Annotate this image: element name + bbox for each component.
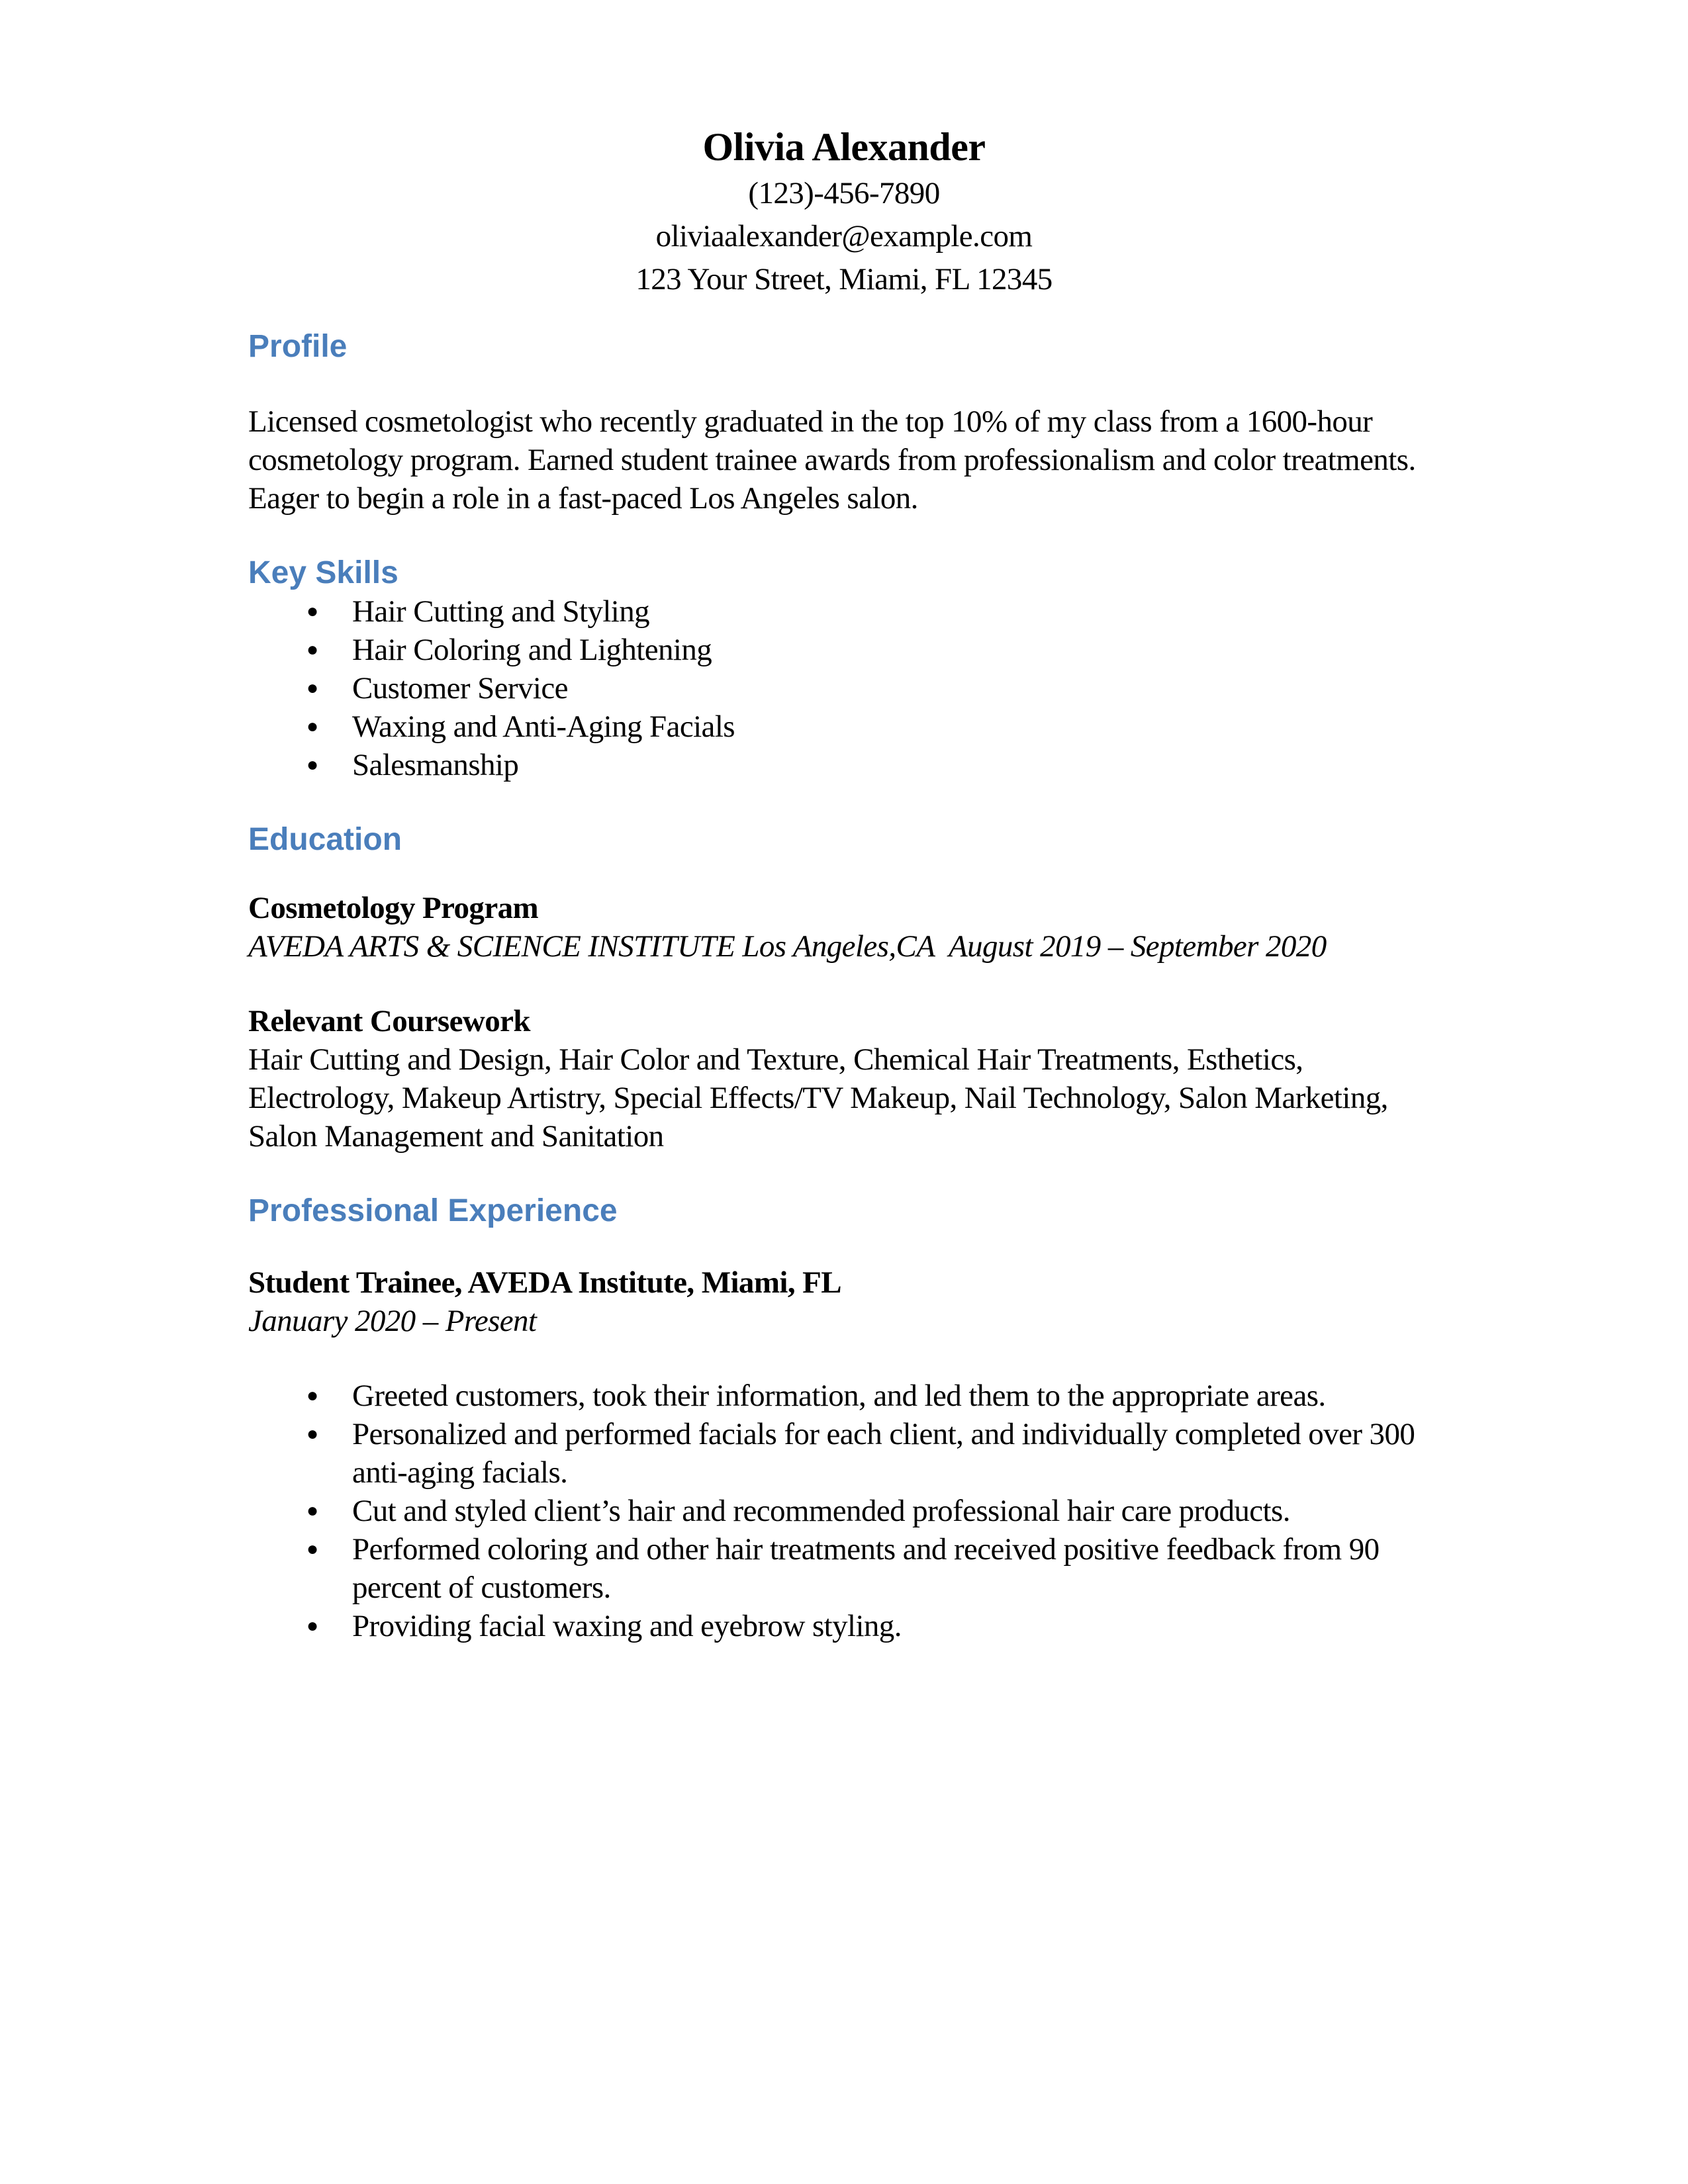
- key-skills-list: [248, 592, 1440, 784]
- skill-item: ● Salesmanship: [248, 746, 1440, 784]
- skill-item: ● Waxing and Anti-Aging Facials: [248, 707, 1440, 746]
- profile-heading: Profile: [248, 329, 348, 364]
- skill-item: ● Customer Service: [248, 669, 1440, 707]
- job-dates: January 2020 – Present: [248, 1304, 537, 1338]
- coursework-entry: [248, 1002, 1440, 1156]
- experience-bullet: ● Cut and styled client’s hair and recommended professional hair care products.: [248, 1492, 1440, 1530]
- key-skills-section: [248, 554, 1440, 784]
- key-skills-heading: Key Skills: [248, 555, 399, 590]
- experience-bullet: ● Providing facial waxing and eyebrow styling.: [248, 1607, 1440, 1645]
- job-entry: [248, 1263, 1440, 1340]
- experience-section: [248, 1192, 1440, 1645]
- experience-bullet-list: [248, 1377, 1440, 1645]
- profile-section: [248, 328, 1440, 518]
- resume-header: [248, 122, 1440, 301]
- education-heading: Education: [248, 822, 402, 857]
- experience-heading: Professional Experience: [248, 1193, 618, 1228]
- profile-paragraph: Licensed cosmetologist who recently graduated in the top 10% of my class from a 1600-hour cosmetology program. Earned student trainee awards from professionalism and color treatments. Eager to begin a role in a fast-paced Los Angeles salon.: [248, 404, 1416, 516]
- education-entry: [248, 889, 1440, 966]
- job-title: Student Trainee, AVEDA Institute, Miami, FL: [248, 1265, 842, 1300]
- institution-line: AVEDA ARTS & SCIENCE INSTITUTE Los Angeles,CA August 2019 – September 2020: [248, 929, 1327, 964]
- coursework-title: Relevant Coursework: [248, 1004, 530, 1038]
- email-address: oliviaalexander@example.com: [655, 219, 1033, 253]
- education-section: [248, 821, 1440, 1156]
- skill-item: ● Hair Cutting and Styling: [248, 592, 1440, 631]
- program-title: Cosmetology Program: [248, 891, 539, 925]
- street-address: 123 Your Street, Miami, FL 12345: [635, 262, 1053, 296]
- phone-number: (123)-456-7890: [748, 176, 940, 210]
- skill-item: ● Hair Coloring and Lightening: [248, 631, 1440, 669]
- experience-bullet: ● Greeted customers, took their information, and led them to the appropriate areas.: [248, 1377, 1440, 1415]
- coursework-list: Hair Cutting and Design, Hair Color and Texture, Chemical Hair Treatments, Esthetics, Electrology, Makeup Artistry, Special Effects/TV Makeup, Nail Technology, Salon Marketing, Salon Management and Sanitation: [248, 1042, 1388, 1154]
- experience-bullet: ● Personalized and performed facials for each client, and individually completed over 300 anti-aging facials.: [248, 1415, 1440, 1492]
- experience-bullet: ● Performed coloring and other hair treatments and received positive feedback from 90 percent of customers.: [248, 1530, 1440, 1607]
- candidate-name: Olivia Alexander: [702, 125, 986, 169]
